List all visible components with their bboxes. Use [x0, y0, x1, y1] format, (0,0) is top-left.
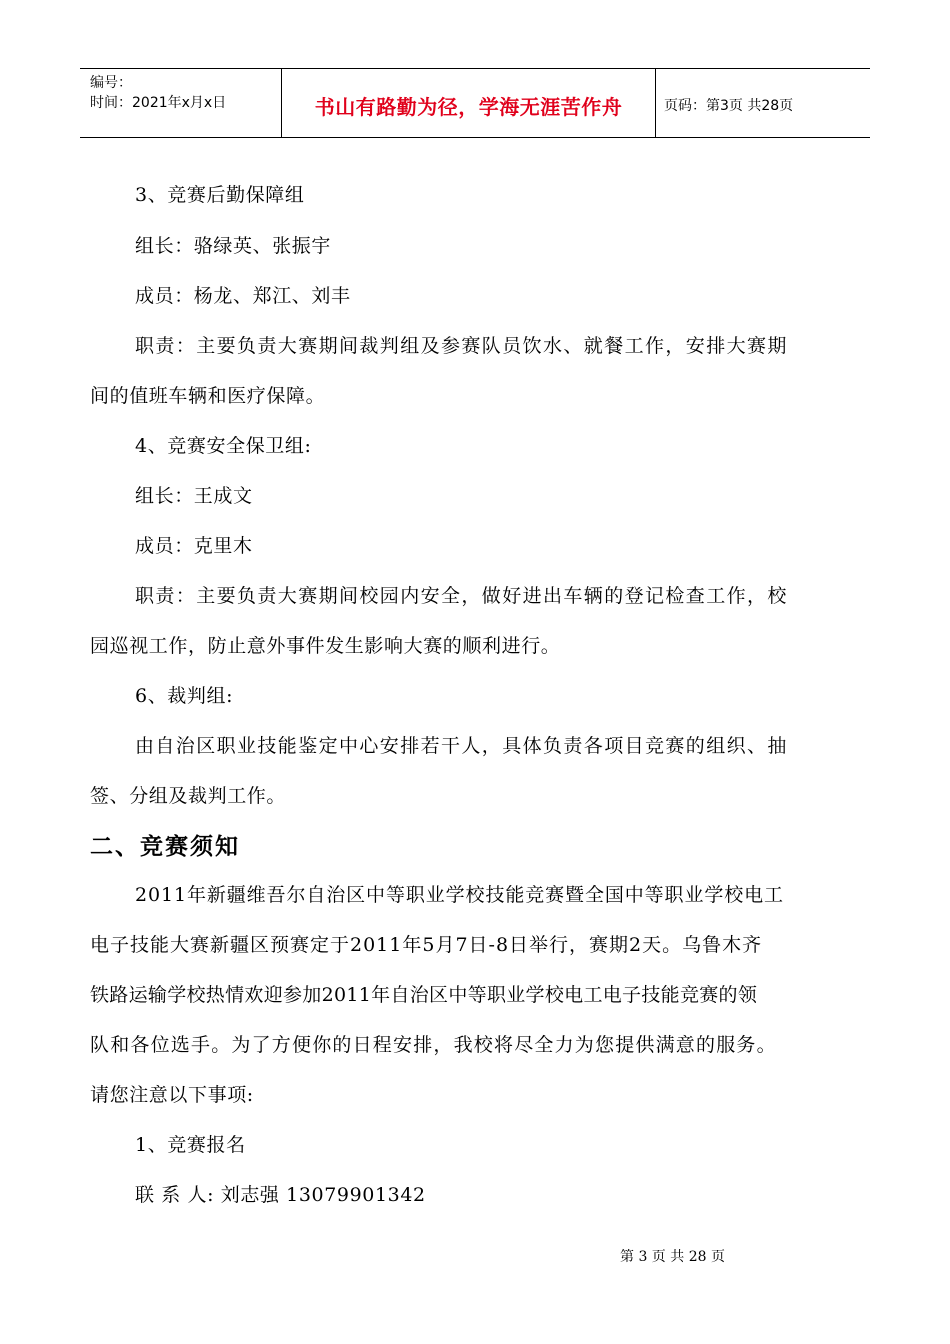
page-footer: 第 3 页 共 28 页 — [620, 1249, 725, 1265]
paragraph-line: 职责：主要负责大赛期间裁判组及参赛队员饮水、就餐工作，安排大赛期 — [135, 335, 788, 357]
paragraph-line: 间的值班车辆和医疗保障。 — [90, 385, 326, 407]
paragraph-line: 6、裁判组: — [135, 685, 234, 707]
paragraph-line: 队和各位选手。为了方便你的日程安排，我校将尽全力为您提供满意的服务。 — [90, 1034, 777, 1056]
paragraph-line: 电子技能大赛新疆区预赛定于2011年5月7日-8日举行，赛期2天。乌鲁木齐 — [90, 934, 763, 956]
paragraph-line: 请您注意以下事项: — [90, 1084, 254, 1106]
header-number: 编号： — [90, 75, 132, 91]
paragraph-line: 组长：王成文 — [135, 485, 253, 507]
paragraph-line: 组长：骆绿英、张振宇 — [135, 235, 332, 257]
paragraph-line: 2011年新疆维吾尔自治区中等职业学校技能竞赛暨全国中等职业学校电工 — [135, 884, 784, 906]
paragraph-line: 职责：主要负责大赛期间校园内安全，做好进出车辆的登记检查工作，校 — [135, 585, 788, 607]
contact-line: 联 系 人: 刘志强 13079901342 — [135, 1184, 426, 1206]
header-motto: 书山有路勤为径，学海无涯苦作舟 — [282, 69, 656, 137]
section-heading: 二、竞赛须知 — [90, 834, 240, 860]
paragraph-line: 1、竞赛报名 — [135, 1134, 246, 1156]
page-header — [80, 68, 870, 138]
header-page-info: 页码：第3页 共28页 — [664, 98, 794, 114]
paragraph-line: 4、竞赛安全保卫组: — [135, 435, 312, 457]
header-date: 时间：2021年x月x日 — [90, 95, 227, 111]
paragraph-line: 3、竞赛后勤保障组 — [135, 184, 305, 206]
paragraph-line: 签、分组及裁判工作。 — [90, 785, 287, 807]
paragraph-line: 园巡视工作，防止意外事件发生影响大赛的顺利进行。 — [90, 635, 561, 657]
paragraph-line: 成员：克里木 — [135, 535, 253, 557]
header-meta — [80, 69, 282, 137]
paragraph-line: 由自治区职业技能鉴定中心安排若干人，具体负责各项目竞赛的组织、抽 — [135, 735, 788, 757]
paragraph-line: 成员：杨龙、郑江、刘丰 — [135, 285, 351, 307]
paragraph-line: 铁路运输学校热情欢迎参加2011年自治区中等职业学校电工电子技能竞赛的领 — [90, 984, 758, 1006]
